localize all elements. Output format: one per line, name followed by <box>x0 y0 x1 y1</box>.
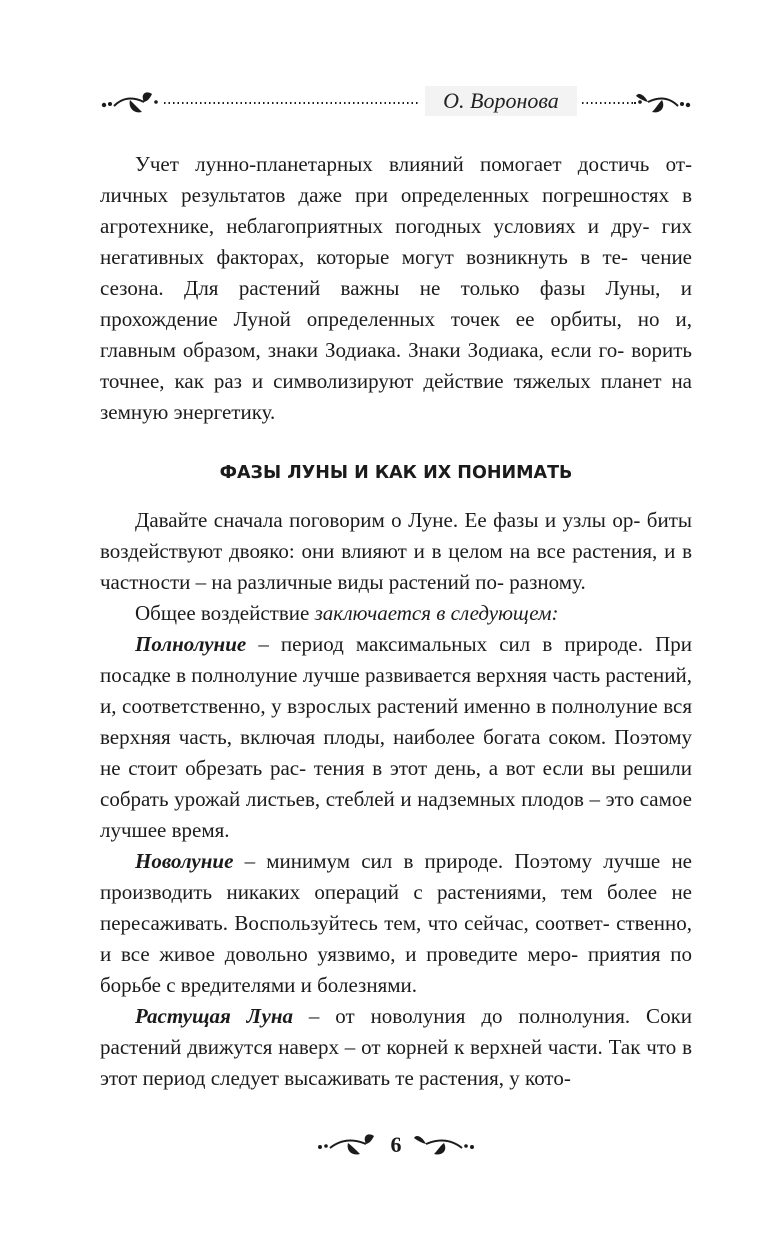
text-line: При посадке в полнолуние лучше развивается верхняя <box>100 632 692 687</box>
text-line: главным образом, знаки Зодиака. Знаки Зодиака, если го- <box>100 338 625 362</box>
text-line: биты воздействуют двояко: они влияют и в целом на все <box>100 508 692 563</box>
general-effect-lead: Общее воздействие <box>135 601 315 625</box>
page-number: 6 <box>390 1132 402 1157</box>
text-line: ворить точнее, как раз и символизируют действие тяжелых <box>100 338 692 393</box>
text-line: прохождение Луной определенных точек ее орбиты, но и, <box>100 307 692 331</box>
text-line: – от новолуния до полнолуния. Соки <box>292 1004 693 1028</box>
text-line: – минимум сил в природе. Поэтому лучше <box>233 849 661 873</box>
full-moon-term: Полнолуние <box>135 632 247 656</box>
text-line: ственно, и все живое довольно уязвимо, и проведите меро- <box>100 911 692 966</box>
page-footer <box>316 1130 476 1160</box>
text-line: тения в этот день, а вот если вы решили собрать урожай <box>100 756 692 811</box>
new-moon-term: Новолуние <box>135 849 234 873</box>
text-line: не пересаживать. Воспользуйтесь тем, что сейчас, соответ- <box>100 880 692 935</box>
text-line: растений движутся наверх – от корней к верхней части. Так <box>100 1035 641 1059</box>
intro-text <box>100 149 692 428</box>
text-line: Учет лунно-планетарных влияний помогает достичь от- <box>135 152 692 176</box>
text-line: Давайте сначала поговорим о Луне. Ее фазы и узлы ор- <box>135 508 641 532</box>
text-line: наиболее богата соком. Поэтому не стоит обрезать рас- <box>100 725 693 780</box>
text-line: – период максимальных сил в природе. <box>246 632 643 656</box>
new-moon-paragraph <box>100 846 692 1001</box>
intro-paragraph <box>100 149 692 428</box>
text-line: личных результатов даже при определенных погрешностях <box>100 183 670 207</box>
text-line: гих негативных факторах, которые могут возникнуть в те- <box>100 214 692 269</box>
text-line: в агротехнике, неблагоприятных погодных условиях и дру- <box>100 183 692 238</box>
text-line: растения, и в частности – на различные виды растений по- <box>100 539 693 594</box>
text-line: разному. <box>509 570 586 594</box>
text-line: листьев, стеблей и надземных плодов – это самое лучшее <box>100 787 692 842</box>
text-line: часть растений, и, соответственно, у взрослых растений <box>100 663 693 718</box>
header-author: О. Воронова <box>425 86 577 116</box>
text-line: чение сезона. Для растений важны не только фазы Луны, и <box>100 245 693 300</box>
running-header <box>100 84 692 120</box>
header-ornament-icon <box>100 84 692 120</box>
waxing-moon-term: Растущая Луна <box>135 1004 293 1028</box>
text-line: планет на земную энергетику. <box>100 369 693 424</box>
full-moon-paragraph <box>100 629 692 846</box>
text-line: приятия по борьбе с вредителями и болезнями. <box>100 942 692 997</box>
section-body <box>100 505 692 1094</box>
waxing-moon-paragraph <box>100 1001 692 1094</box>
section-heading: ФАЗЫ ЛУНЫ И КАК ИХ ПОНИМАТЬ <box>219 463 573 483</box>
section-intro-paragraph <box>100 505 692 598</box>
text-line: не производить никаких операций с растениями, тем более <box>100 849 692 904</box>
general-effect-italic: заключается в следующем: <box>314 601 559 625</box>
text-line: именно в полнолуние вся верхняя часть, включая плоды, <box>100 694 693 749</box>
text-line: что в этот период следует высаживать те растения, у кото- <box>100 1035 692 1090</box>
general-effect-paragraph <box>100 598 692 629</box>
text-line: время. <box>171 818 230 842</box>
